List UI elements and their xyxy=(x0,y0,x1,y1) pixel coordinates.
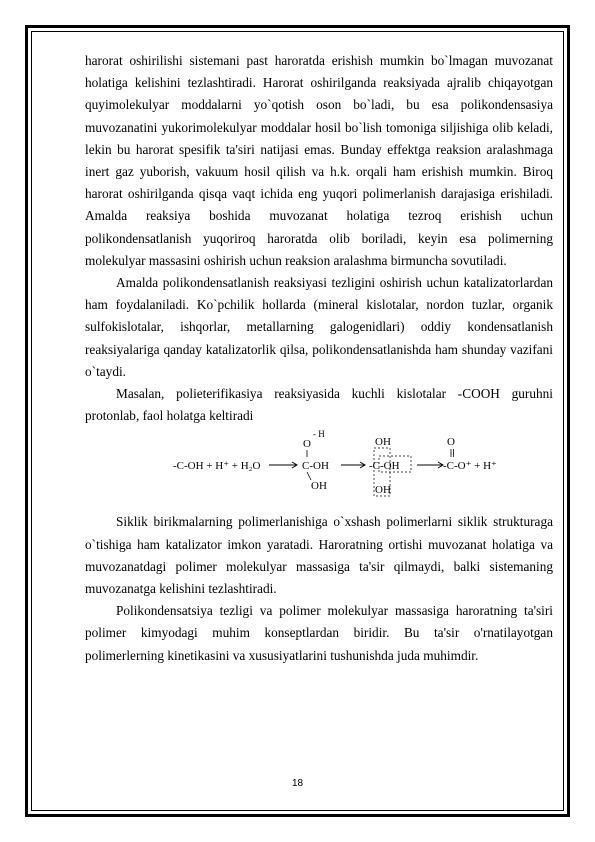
reactant-text: -C-OH + H⁺ + H₂O xyxy=(173,460,261,473)
paragraph-3: Masalan, polieterifikasiya reaksiyasida kuchli kislotalar -COOH guruhni protonlab, faol holatga keltiradi xyxy=(85,386,553,424)
paragraph-5: Polikondensatsiya tezligi va polimer molekulyar massasiga haroratning ta'siri polimer kimyodagi muhim konseptlardan biridir. Bu ta'sir o'rnatilayotgan polimerlerning kinetikasini va xususiyatlarini tushunishda juda muhimdir. xyxy=(85,603,553,663)
product-top: O xyxy=(447,436,455,449)
int2-center: -C-OH xyxy=(369,460,400,473)
reaction-scheme xyxy=(85,429,553,507)
reaction-diagram xyxy=(85,429,553,507)
int2-top: OH xyxy=(375,436,391,449)
int1-top-o: O xyxy=(303,438,311,451)
int1-bottom: OH xyxy=(311,480,327,493)
int1-bond-bottom xyxy=(307,472,311,480)
page-number: 18 xyxy=(291,778,304,789)
paragraph-2: Amalda polikondensatlanish reaksiyasi tezligini oshirish uchun katalizatorlardan ham foydalaniladi. Ko`pchilik hollarda (mineral kislotalar, nordon tuzlar, organik sulfokislotalar, ishqorlar, metallarning galogenidlari) oddiy kondensatlanish reaksiyalariga qanday katalizatorlik qilsa, polikondensatlanishda ham shunday vazifani o`taydi. xyxy=(85,275,553,379)
paragraph-1: harorat oshirilishi sistemani past haroratda erishish mumkin bo`lmagan muvozanat holatiga kelishini tezlashtiradi. Harorat oshirilganda reaksiyada ajralib chiqayotgan quyimolekulyar moddalarni yo`qotish oson bo`ladi, bu esa polikondensasiya muvozanatini yukorimolekulyar moddalar hosil bo`lish tomoniga siljishiga olib keladi, lekin bu harorat spesifik ta'siri natijasi emas. Bunday effektga reaksion aralashmaga inert gaz yuborish, vakuum hosil qilish va h.k. orqali ham erishish mumkin. Biroq harorat oshirilganda qisqa vaqt ichida eng yuqori polimerlanish darajasiga erishiladi. Amalda reaksiya boshida muvozanat holatiga tezroq erishish uchun polikondensatlanish yuqoriroq haroratda olib boriladi, keyin esa polimerning molekulyar massasini oshirish uchun reaksion aralashma birmuncha sovutiladi. xyxy=(85,53,553,268)
document-body xyxy=(85,50,553,667)
int1-center: C-OH xyxy=(302,460,329,473)
product-text: -C-O⁺ + H⁺ xyxy=(443,460,497,473)
paragraph-4: Siklik birikmalarning polimerlanishiga o`xshash polimerlarni siklik strukturaga o`tishiga ham katalizator imkon yaratadi. Haroratning ortishi muvozanat holatiga va muvozanatdagi polimer molekulyar massasiga ta'sir qilmaydi, balki sistemaning muvozanatga kelishini tezlashtiradi. xyxy=(85,514,553,597)
int1-top-h: - H xyxy=(313,429,325,440)
int2-bottom: OH xyxy=(375,484,391,497)
